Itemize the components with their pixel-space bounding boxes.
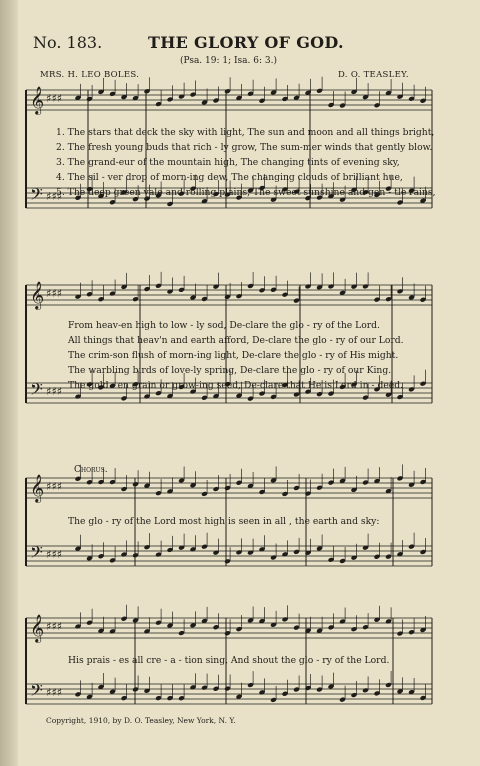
verse-2-line-1: 2. The fresh young buds that rich - ly grow, The sum-mer winds that gently blow.	[56, 142, 433, 153]
bass-clef-icon: 𝄢	[30, 542, 43, 566]
key-signature-icon: ♯♯♯	[46, 385, 62, 398]
key-signature-icon: ♯♯♯	[46, 686, 62, 699]
bass-clef-icon: 𝄢	[30, 680, 43, 704]
key-signature-icon: ♯♯♯	[46, 548, 62, 561]
hymn-number: No. 183.	[33, 33, 103, 52]
treble-clef-icon: 𝄞	[30, 614, 45, 642]
chorus-label: Chorus.	[74, 465, 108, 475]
treble-clef-icon: 𝄞	[30, 474, 45, 502]
key-signature-icon: ♯♯♯	[46, 480, 62, 493]
verse-1-line-2: From heav-en high to low - ly sod, De-clare the glo - ry of the Lord.	[68, 320, 380, 331]
copyright-notice: Copyright, 1910, by D. O. Teasley, New York, N. Y.	[46, 716, 236, 725]
hymn-title: THE GLORY OF GOD.	[148, 33, 344, 52]
verse-5-line-1: 5. The deep green vale and rolling plains, The sweet sunshine and gen - tle rains,	[56, 187, 436, 198]
verse-2-line-2: All things that heav'n and earth afford, De-clare the glo - ry of our Lord.	[68, 335, 404, 346]
verse-4-line-2: The warbling birds of love-ly spring, De-clare the glo - ry of our King.	[68, 365, 392, 376]
key-signature-icon: ♯♯♯	[46, 620, 62, 633]
chorus-line-1: The glo - ry of the Lord most high is seen in all , the earth and sky:	[68, 516, 380, 527]
key-signature-icon: ♯♯♯	[46, 287, 62, 300]
treble-clef-icon: 𝄞	[30, 86, 45, 114]
verse-3-line-1: 3. The grand-eur of the mountain high, The changing tints of evening sky,	[56, 157, 400, 168]
treble-clef-icon: 𝄞	[30, 281, 45, 309]
composer-credit: D. O. TEASLEY.	[338, 70, 409, 80]
key-signature-icon: ♯♯♯	[46, 190, 62, 203]
verse-4-line-1: 4. The sil - ver drop of morn-ing dew, The changing clouds of brilliant hue,	[56, 172, 403, 183]
bass-clef-icon: 𝄢	[30, 184, 43, 208]
scripture-reference: (Psa. 19: 1; Isa. 6: 3.)	[180, 56, 277, 66]
verse-3-line-2: The crim-son flush of morn-ing light, De-clare the glo - ry of His might.	[68, 350, 399, 361]
chorus-line-2: His prais - es all cre - a - tion sing, And shout the glo - ry of the Lord.	[68, 655, 390, 666]
lyricist-credit: MRS. H. LEO BOLES.	[40, 70, 140, 80]
key-signature-icon: ♯♯♯	[46, 92, 62, 105]
verse-1-line-1: 1. The stars that deck the sky with light, The sun and moon and all things bright,	[56, 127, 435, 138]
bass-clef-icon: 𝄢	[30, 379, 43, 403]
verse-5-line-2: The gold - en grain or grow-ing seed, De-clare that He is Lord in - deed.	[68, 380, 404, 391]
